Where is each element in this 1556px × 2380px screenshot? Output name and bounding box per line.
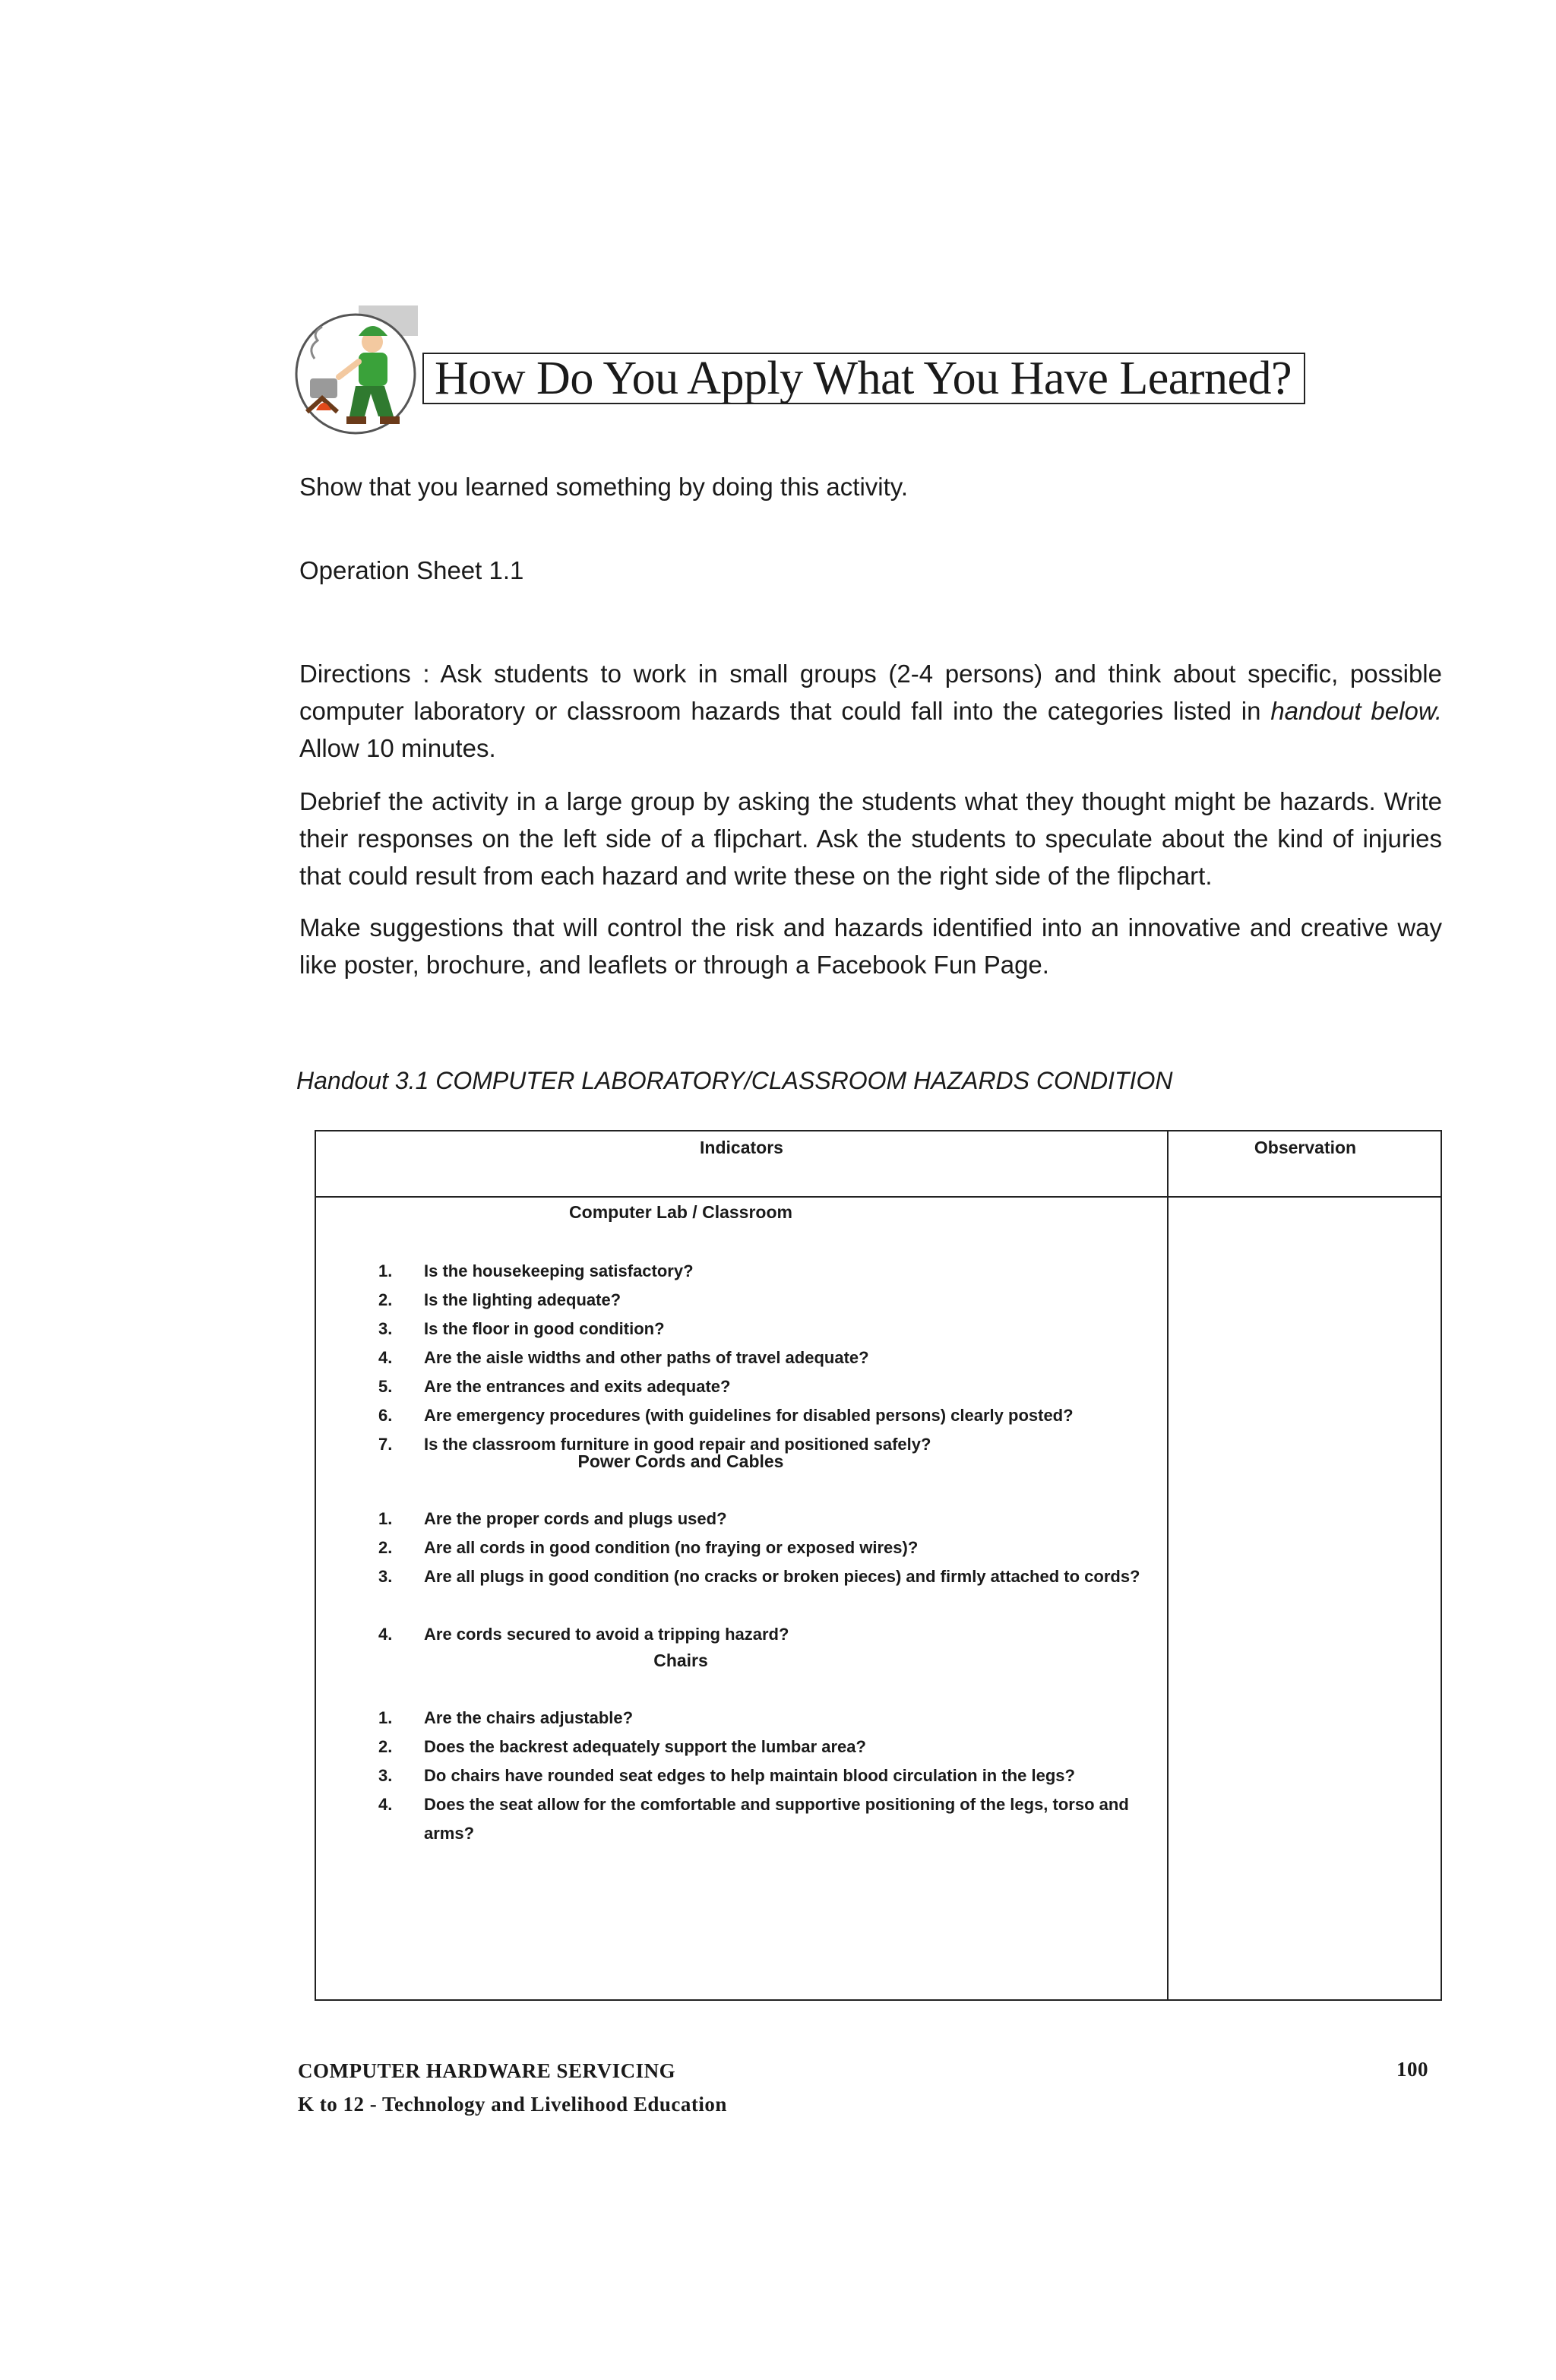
header-observation: Observation bbox=[1254, 1138, 1357, 1157]
list-item: 1. Are the chairs adjustable? bbox=[378, 1708, 634, 1727]
section-title-chairs: Chairs bbox=[653, 1650, 708, 1670]
page-title: How Do You Apply What You Have Learned? bbox=[422, 353, 1305, 404]
list-item: 3. Is the floor in good condition? bbox=[378, 1319, 665, 1338]
intro-text: Show that you learned something by doing this activity. bbox=[299, 473, 909, 501]
footer-program: K to 12 - Technology and Livelihood Education bbox=[298, 2093, 727, 2116]
section-title-power-cords: Power Cords and Cables bbox=[577, 1451, 784, 1471]
debrief-paragraph: Debrief the activity in a large group by asking the students what they thought might be hazards. Write their responses on the left side of a flipchart. Ask the students to speculate about the kind of injuries that could result from each hazard and write these on the right side of the flipchart. bbox=[299, 787, 1442, 890]
list-item: 1. Is the housekeeping satisfactory? bbox=[378, 1261, 694, 1280]
directions-italic: handout below. bbox=[1270, 697, 1442, 725]
list-item: 6. Are emergency procedures (with guidelines for disabled persons) clearly posted? bbox=[378, 1406, 1074, 1425]
directions-text-end: Allow 10 minutes. bbox=[299, 734, 496, 762]
operation-sheet-label: Operation Sheet 1.1 bbox=[299, 556, 524, 584]
header-indicators: Indicators bbox=[700, 1138, 783, 1157]
list-item: 5. Are the entrances and exits adequate? bbox=[378, 1377, 731, 1396]
footer-course: COMPUTER HARDWARE SERVICING bbox=[298, 2059, 676, 2082]
list-item: 4. Does the seat allow for the comfortable and supportive positioning of the legs, torso and arms? bbox=[378, 1795, 1129, 1843]
section-title-computer-lab: Computer Lab / Classroom bbox=[569, 1202, 792, 1222]
handout-title: Handout 3.1 COMPUTER LABORATORY/CLASSROOM HAZARDS CONDITION bbox=[296, 1067, 1173, 1094]
list-item: 2. Are all cords in good condition (no fraying or exposed wires)? bbox=[378, 1538, 919, 1557]
list-item: 2. Does the backrest adequately support the lumbar area? bbox=[378, 1737, 866, 1756]
list-item: 3. Are all plugs in good condition (no cracks or broken pieces) and firmly attached to cords? bbox=[378, 1567, 1140, 1586]
list-item: 4. Are the aisle widths and other paths of travel adequate? bbox=[378, 1348, 869, 1367]
page-number: 100 bbox=[1396, 2058, 1428, 2081]
suggestions-paragraph: Make suggestions that will control the risk and hazards identified into an innovative and creative way like poster, brochure, and leaflets or through a Facebook Fun Page. bbox=[299, 913, 1442, 979]
scout-cooking-mascot-icon bbox=[293, 305, 419, 439]
directions-paragraph bbox=[299, 655, 1442, 767]
list-item: 4. Are cords secured to avoid a tripping hazard? bbox=[378, 1625, 789, 1644]
header-divider bbox=[316, 1196, 1441, 1198]
list-item: 7. Is the classroom furniture in good repair and positioned safely? bbox=[378, 1435, 931, 1454]
list-item: 2. Is the lighting adequate? bbox=[378, 1290, 621, 1309]
list-item: 1. Are the proper cords and plugs used? bbox=[378, 1509, 727, 1528]
hazards-table bbox=[315, 1130, 1442, 2001]
list-item: 3. Do chairs have rounded seat edges to help maintain blood circulation in the legs? bbox=[378, 1766, 1075, 1785]
directions-text: Directions : Ask students to work in small groups (2-4 persons) and think about specific, possible computer laboratory or classroom hazards that could fall into the categories listed in bbox=[299, 660, 1442, 725]
